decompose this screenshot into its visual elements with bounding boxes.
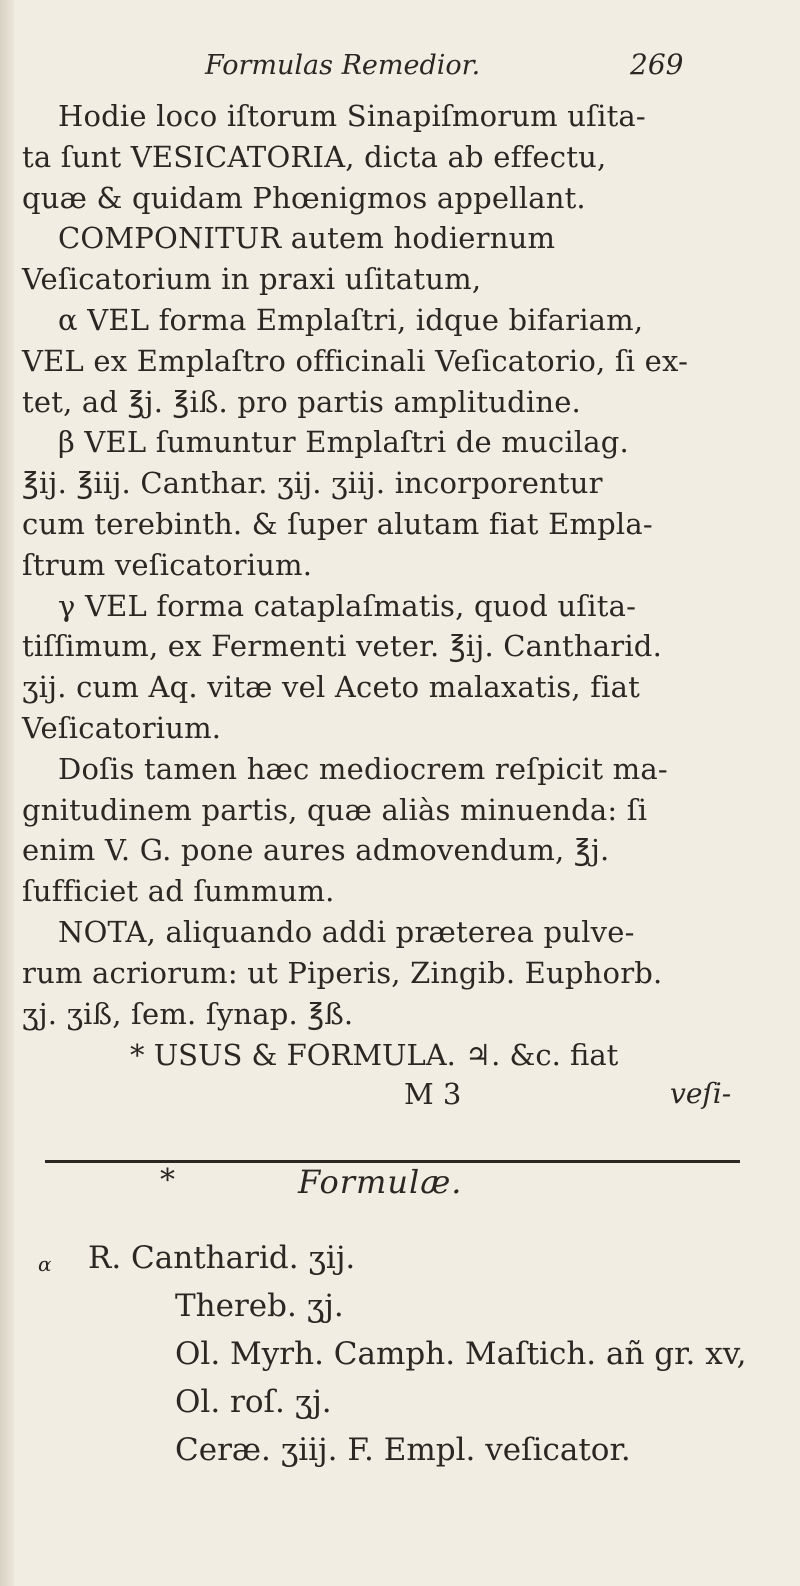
recipe-line: Ceræ. ʒiij. F. Empl. veſicator.: [175, 1432, 631, 1468]
text-line: NOTA, aliquando addi præterea pulve-: [58, 915, 635, 949]
text-line: Veſicatorium.: [22, 711, 222, 745]
text-line: β VEL ſumuntur Emplaſtri de mucilag.: [58, 425, 629, 460]
text-line: Doſis tamen hæc mediocrem reſpicit ma-: [58, 751, 668, 786]
section-marker: *: [160, 1163, 175, 1198]
recipe-line: Ol. roſ. ʒj.: [175, 1384, 332, 1420]
text-line: ℥ij. ℥iij. Canthar. ʒij. ʒiij. incorporentur: [22, 466, 603, 501]
text-line: ſufficiet ad ſummum.: [22, 874, 335, 909]
text-line: enim V. G. pone aures admovendum, ℥j.: [22, 833, 610, 868]
recipe-line: R. Cantharid. ʒij.: [88, 1240, 356, 1276]
text-line: ʒj. ʒiß, ſem. ſynap. ℥ß.: [22, 996, 354, 1031]
text-line: cum terebinth. & ſuper alutam fiat Empla-: [22, 507, 653, 541]
text-line: COMPONITUR autem hodiernum: [58, 221, 556, 256]
text-line: gnitudinem partis, quæ aliàs minuenda: ſi: [22, 792, 648, 827]
running-head: Formulas Remedior.: [205, 50, 481, 81]
recipe-marker: α: [38, 1252, 52, 1276]
text-line: tiſſimum, ex Fermenti veter. ℥ij. Cantharid.: [22, 629, 662, 664]
text-line: γ VEL forma cataplaſmatis, quod uſita-: [58, 588, 637, 623]
text-line: α VEL forma Emplaſtri, idque bifariam,: [58, 303, 644, 337]
recipe-line: Thereb. ʒj.: [175, 1288, 344, 1324]
recipe-line: Ol. Myrh. Camph. Maſtich. añ gr. xv,: [175, 1336, 747, 1372]
signature-mark: M 3: [404, 1077, 462, 1111]
section-title: Formulæ.: [298, 1163, 463, 1201]
text-line: Hodie loco iſtorum Sinapiſmorum uſita-: [58, 99, 646, 133]
page-gutter: [0, 0, 14, 1586]
text-line: quæ & quidam Phœnigmos appellant.: [22, 180, 586, 215]
text-line: VEL ex Emplaſtro officinali Veſicatorio, ſi ex-: [22, 343, 689, 378]
catchword: veſi-: [670, 1077, 732, 1110]
text-line: Veſicatorium in praxi uſitatum,: [22, 262, 482, 297]
text-line: ſtrum veſicatorium.: [22, 547, 313, 582]
text-line: ʒij. cum Aq. vitæ vel Aceto malaxatis, fiat: [22, 670, 640, 705]
page-number: 269: [630, 48, 684, 81]
usus-line: * USUS & FORMULA. ♃. &c. fiat: [130, 1038, 619, 1072]
text-line: tet, ad ℥j. ℥iß. pro partis amplitudine.: [22, 384, 581, 419]
text-line: ta ſunt VESICATORIA, dicta ab effectu,: [22, 139, 607, 174]
text-line: rum acriorum: ut Piperis, Zingib. Euphorb.: [22, 955, 663, 990]
